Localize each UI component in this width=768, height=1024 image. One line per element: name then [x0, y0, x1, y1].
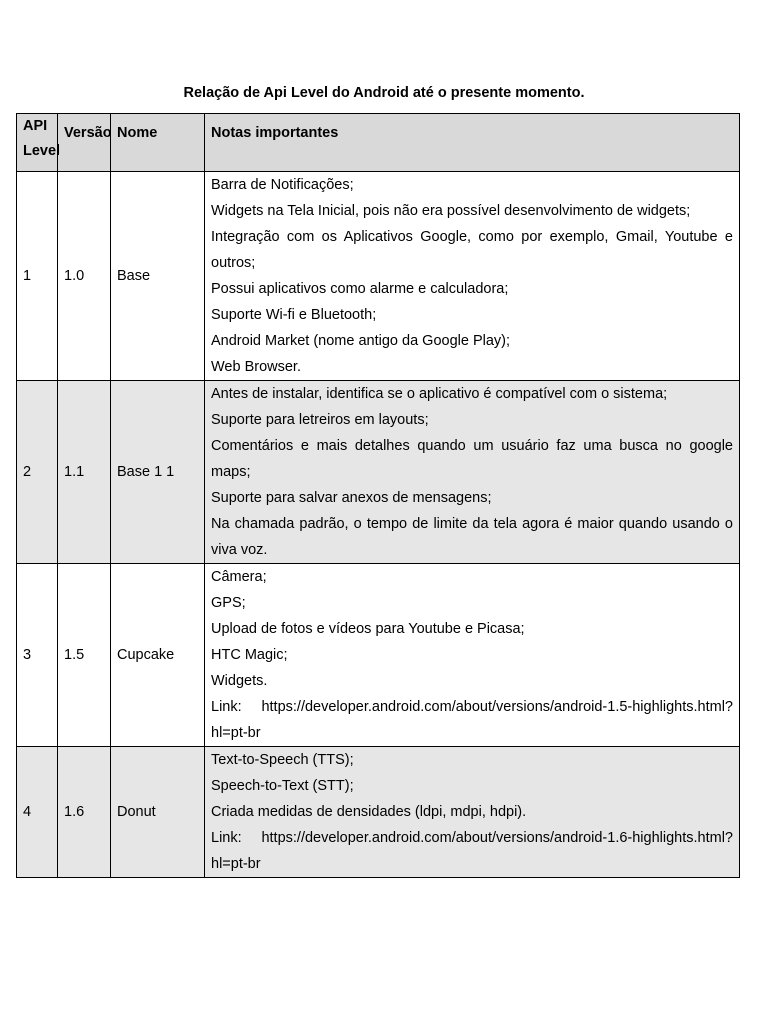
note-item: Antes de instalar, identifica se o aplicativo é compatível com o sistema; [211, 386, 668, 402]
note-item: Suporte Wi-fi e Bluetooth; [211, 307, 377, 323]
note-item: Web Browser. [211, 359, 301, 375]
note-item: Link: https://developer.android.com/about/versions/android-1.6-highlights.html?hl=pt-br [211, 830, 733, 872]
cell-notas [205, 172, 740, 381]
cell-api-level: 1 [17, 172, 58, 381]
cell-versao: 1.5 [58, 564, 111, 747]
note-item: Criada medidas de densidades (ldpi, mdpi, hdpi). [211, 804, 527, 820]
cell-notas [205, 747, 740, 878]
note-item: HTC Magic; [211, 647, 288, 663]
header-notas: Notas importantes [205, 114, 740, 172]
note-item: Na chamada padrão, o tempo de limite da tela agora é maior quando usando o viva voz. [211, 516, 733, 558]
table-body [17, 172, 740, 878]
cell-nome: Base [111, 172, 205, 381]
header-api-level: API Level [17, 114, 58, 172]
note-item: Text-to-Speech (TTS); [211, 752, 354, 768]
note-item: Comentários e mais detalhes quando um usuário faz uma busca no google maps; [211, 438, 733, 480]
header-versao: Versão [58, 114, 111, 172]
note-item: Upload de fotos e vídeos para Youtube e Picasa; [211, 621, 525, 637]
note-item: Câmera; [211, 569, 267, 585]
table-row [17, 381, 740, 564]
table-row [17, 564, 740, 747]
note-item: Integração com os Aplicativos Google, como por exemplo, Gmail, Youtube e outros; [211, 229, 733, 271]
note-item: Widgets. [211, 673, 268, 689]
table-row [17, 172, 740, 381]
header-nome: Nome [111, 114, 205, 172]
note-item: Barra de Notificações; [211, 177, 354, 193]
cell-versao: 1.6 [58, 747, 111, 878]
note-item: Suporte para letreiros em layouts; [211, 412, 429, 428]
table-header-row [17, 114, 740, 172]
cell-nome: Cupcake [111, 564, 205, 747]
note-item: Possui aplicativos como alarme e calculadora; [211, 281, 509, 297]
cell-versao: 1.1 [58, 381, 111, 564]
api-level-table [16, 113, 740, 878]
note-item: Suporte para salvar anexos de mensagens; [211, 490, 492, 506]
cell-nome: Base 1 1 [111, 381, 205, 564]
note-item: Link: https://developer.android.com/about/versions/android-1.5-highlights.html?hl=pt-br [211, 699, 733, 741]
cell-versao: 1.0 [58, 172, 111, 381]
note-item: Speech-to-Text (STT); [211, 778, 354, 794]
note-item: Widgets na Tela Inicial, pois não era possível desenvolvimento de widgets; [211, 203, 691, 219]
note-item: Android Market (nome antigo da Google Play); [211, 333, 511, 349]
cell-api-level: 2 [17, 381, 58, 564]
cell-nome: Donut [111, 747, 205, 878]
cell-notas [205, 381, 740, 564]
cell-notas [205, 564, 740, 747]
page-title: Relação de Api Level do Android até o presente momento. [183, 85, 585, 101]
cell-api-level: 3 [17, 564, 58, 747]
note-item: GPS; [211, 595, 246, 611]
cell-api-level: 4 [17, 747, 58, 878]
table-row [17, 747, 740, 878]
